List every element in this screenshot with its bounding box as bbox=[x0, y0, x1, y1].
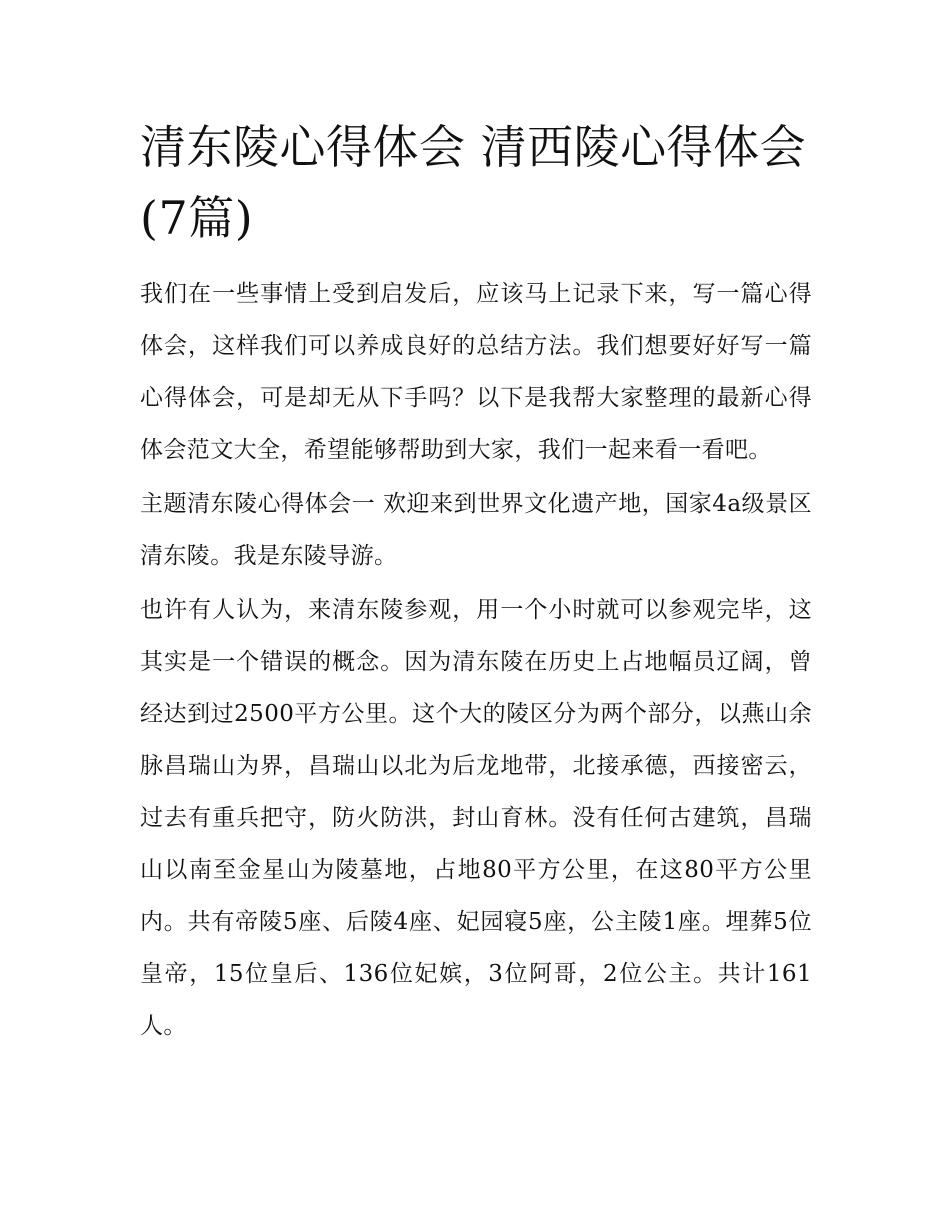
document-title: 清东陵心得体会 清西陵心得体会(7篇) bbox=[140, 120, 807, 245]
history-paragraph: 也许有人认为，来清东陵参观，用一个小时就可以参观完毕，这其实是一个错误的概念。因为清东陵在历史上占地幅员辽阔，曾经达到过2500平方公里。这个大的陵区分为两个部分，以燕山余脉昌瑞山为界，昌瑞山以北为后龙地带，北接承德，西接密云，过去有重兵把守，防火防洪，封山育林。没有任何古建筑，昌瑞山以南至金星山为陵墓地，占地80平方公里，在这80平方公里内。共有帝陵5座、后陵4座、妃园寝5座，公主陵1座。埋葬5位皇帝，15位皇后、136位妃嫔，3位阿哥，2位公主。共计161人。 bbox=[140, 597, 812, 1039]
intro-paragraph: 我们在一些事情上受到启发后，应该马上记录下来，写一篇心得体会，这样我们可以养成良好的总结方法。我们想要好好写一篇心得体会，可是却无从下手吗？以下是我帮大家整理的最新心得体会范文大全，希望能够帮助到大家，我们一起来看一看吧。 bbox=[140, 281, 812, 463]
theme-paragraph: 主题清东陵心得体会一 欢迎来到世界文化遗产地，国家4a级景区清东陵。我是东陵导游。 bbox=[140, 491, 812, 569]
document-body bbox=[140, 112, 812, 1054]
